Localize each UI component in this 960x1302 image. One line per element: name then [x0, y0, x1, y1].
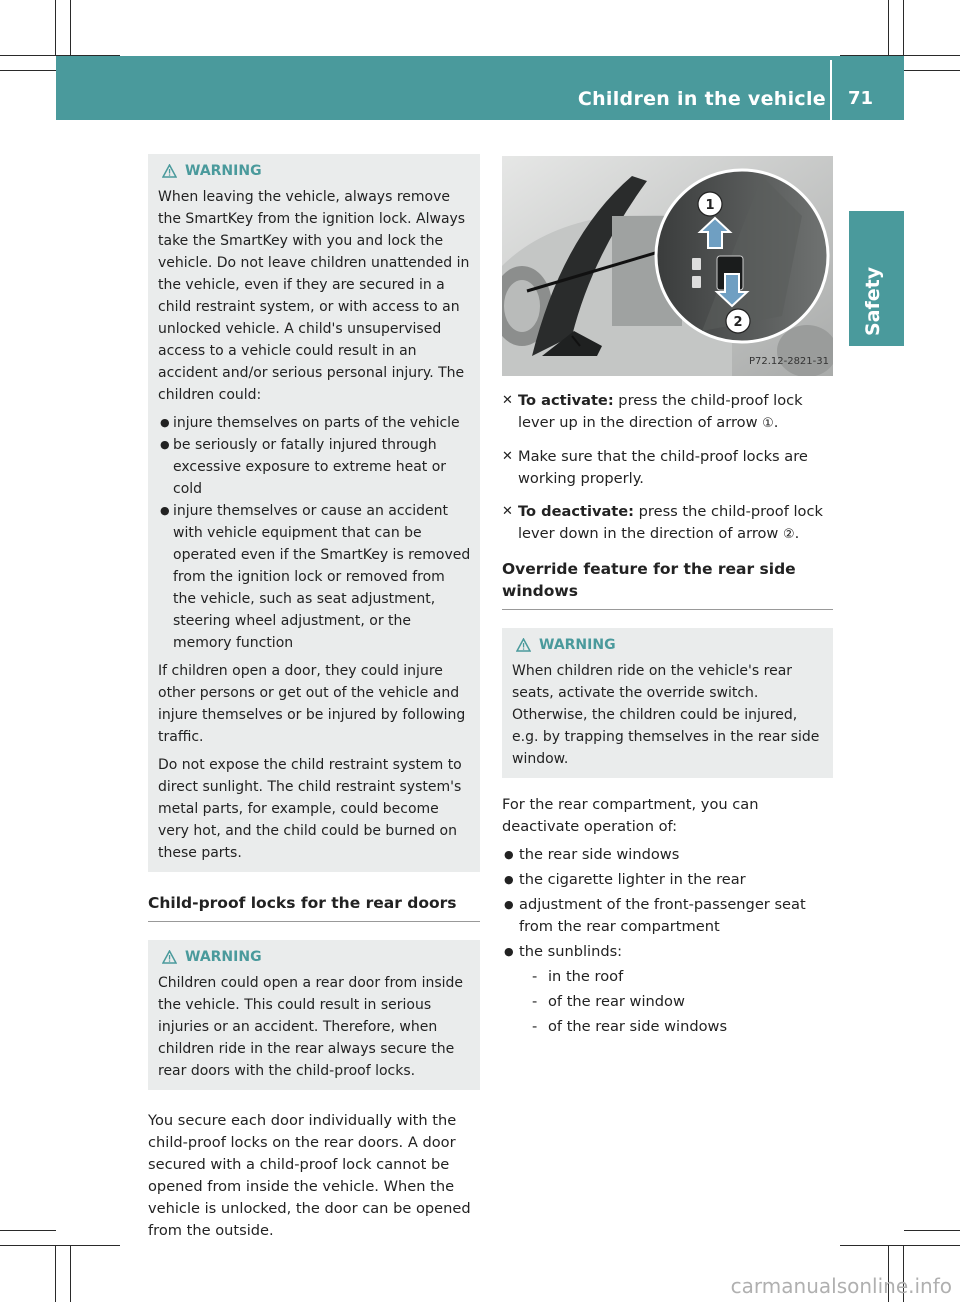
sub-list: [502, 966, 833, 1038]
page-number: 71: [848, 88, 874, 109]
body-paragraph: For the rear compartment, you can deactivate operation of:: [502, 796, 759, 835]
arrow-ref: ①: [762, 416, 774, 431]
list-item: [158, 434, 472, 500]
bullet-icon: ●: [504, 945, 514, 958]
step-text: [518, 501, 833, 546]
warning-triangle-icon: [162, 164, 177, 178]
crop-mark: [840, 1245, 960, 1246]
warning-text: If children open a door, they could injure other persons or get out of the vehicle and injure themselves or be injured by following traffic.: [158, 663, 466, 745]
list-item: [158, 412, 472, 434]
warning-box: [148, 940, 480, 1090]
warning-label: WARNING: [185, 163, 262, 179]
dash-icon: -: [532, 968, 538, 985]
list-item-text: injure themselves on parts of the vehicle: [173, 415, 460, 431]
warning-text: Do not expose the child restraint system to direct sunlight. The child restraint system's metal parts, for example, could become very hot, and the child could be burned on these parts.: [158, 757, 462, 861]
instruction-step: [502, 390, 833, 435]
list-item-text: the cigarette lighter in the rear: [519, 871, 746, 888]
sub-list-item: [532, 991, 833, 1013]
figure-callout-2: 2: [733, 315, 743, 330]
crop-mark: [0, 1230, 56, 1231]
crop-mark: [70, 0, 71, 56]
watermark[interactable]: carmanualsonline.info: [730, 1274, 952, 1298]
step-arrow-icon: ✕: [502, 393, 513, 408]
sub-list-item: [532, 966, 833, 988]
instruction-step: [502, 501, 833, 546]
arrow-ref: ②: [783, 527, 795, 542]
step-arrow-icon: ✕: [502, 449, 513, 464]
warning-label: WARNING: [185, 949, 262, 965]
list-item: [502, 941, 833, 963]
crop-mark: [904, 70, 960, 71]
warning-text: When leaving the vehicle, always remove the SmartKey from the ignition lock. Always take the SmartKey with you and lock the vehicle. Do not leave children unattended in the vehicle, even if they are secured in a child restraint system, or with access to an unlocked vehicle. A child's unsupervised access to a vehicle could result in an accident and/or serious personal injury. The children could:: [158, 189, 470, 403]
bullet-icon: ●: [160, 438, 170, 451]
crop-mark: [70, 1246, 71, 1302]
warning-box: [502, 628, 833, 778]
header-divider: [830, 60, 832, 120]
crop-mark: [903, 0, 904, 56]
sub-list-item-text: of the rear window: [548, 993, 685, 1010]
list-item: [502, 894, 833, 938]
warning-triangle-icon: [516, 638, 531, 652]
bullet-icon: ●: [160, 416, 170, 429]
bullet-icon: ●: [504, 873, 514, 886]
list-item: [502, 869, 833, 891]
step-body: press the child-proof lock lever up in the direction of arrow: [518, 392, 803, 431]
section-title: Override feature for the rear side windows: [502, 558, 833, 610]
list-item: [502, 844, 833, 866]
section-title: Child-proof locks for the rear doors: [148, 892, 480, 922]
figure-callout-1: 1: [705, 198, 715, 213]
warning-text: When children ride on the vehicle's rear seats, activate the override switch. Otherwise, the children could be injured, e.g. by trapping themselves in the rear side window.: [512, 663, 820, 767]
crop-mark: [55, 0, 56, 56]
warning-triangle-icon: [162, 950, 177, 964]
sub-list-item-text: of the rear side windows: [548, 1018, 728, 1035]
warning-text: Children could open a rear door from inside the vehicle. This could result in serious injuries or an accident. Therefore, when children ride in the rear always secure the rear doors with the child-proof locks.: [158, 975, 464, 1079]
bullet-icon: ●: [160, 504, 170, 517]
list-item-text: injure themselves or cause an accident with vehicle equipment that can be operated even if the SmartKey is removed from the ignition lock or removed from the vehicle, such as seat adjustment, steering wheel adjustment, or the memory function: [173, 503, 471, 651]
bullet-icon: ●: [504, 898, 514, 911]
body-paragraph: You secure each door individually with the child-proof locks on the rear doors. A door secured with a child-proof lock cannot be opened from inside the vehicle. When the vehicle is unlocked, the door can be opened from the outside.: [148, 1112, 471, 1239]
list-item-text: the sunblinds:: [519, 943, 623, 960]
step-end: .: [773, 414, 779, 431]
crop-mark: [0, 1245, 120, 1246]
list-item-text: be seriously or fatally injured through excessive exposure to extreme heat or cold: [173, 437, 447, 497]
left-column: [148, 154, 480, 1248]
right-column: [502, 156, 833, 1041]
sub-list-item-text: in the roof: [548, 968, 624, 985]
dash-icon: -: [532, 993, 538, 1010]
car-door-illustration: [502, 156, 833, 376]
crop-mark: [55, 1246, 56, 1302]
dash-icon: -: [532, 1018, 538, 1035]
step-text: [518, 390, 833, 435]
crop-mark: [904, 1230, 960, 1231]
list-item-text: the rear side windows: [519, 846, 680, 863]
bullet-icon: ●: [504, 848, 514, 861]
step-label: To activate:: [518, 392, 614, 409]
list-item-text: adjustment of the front-passenger seat from the rear compartment: [519, 896, 806, 935]
step-end: .: [794, 525, 800, 542]
sub-list-item: [532, 1016, 833, 1038]
list-item: [158, 500, 472, 654]
step-text: Make sure that the child-proof locks are working properly.: [518, 448, 808, 487]
warning-header: [512, 634, 825, 656]
instruction-step: [502, 446, 833, 490]
side-tab-label-wrap: [850, 248, 910, 338]
door-lock-figure: [502, 156, 833, 376]
step-body: press the child-proof lock lever down in the direction of arrow: [518, 503, 823, 542]
warning-label: WARNING: [539, 637, 616, 653]
warning-header: [158, 160, 472, 182]
page-title: Children in the vehicle: [577, 88, 826, 110]
step-arrow-icon: ✕: [502, 504, 513, 519]
warning-header: [158, 946, 472, 968]
warning-box: [148, 154, 480, 872]
crop-mark: [888, 0, 889, 56]
step-label: To deactivate:: [518, 503, 635, 520]
crop-mark: [0, 70, 56, 71]
side-tab-label: Safety: [862, 266, 884, 336]
figure-code: P72.12-2821-31: [748, 356, 829, 367]
